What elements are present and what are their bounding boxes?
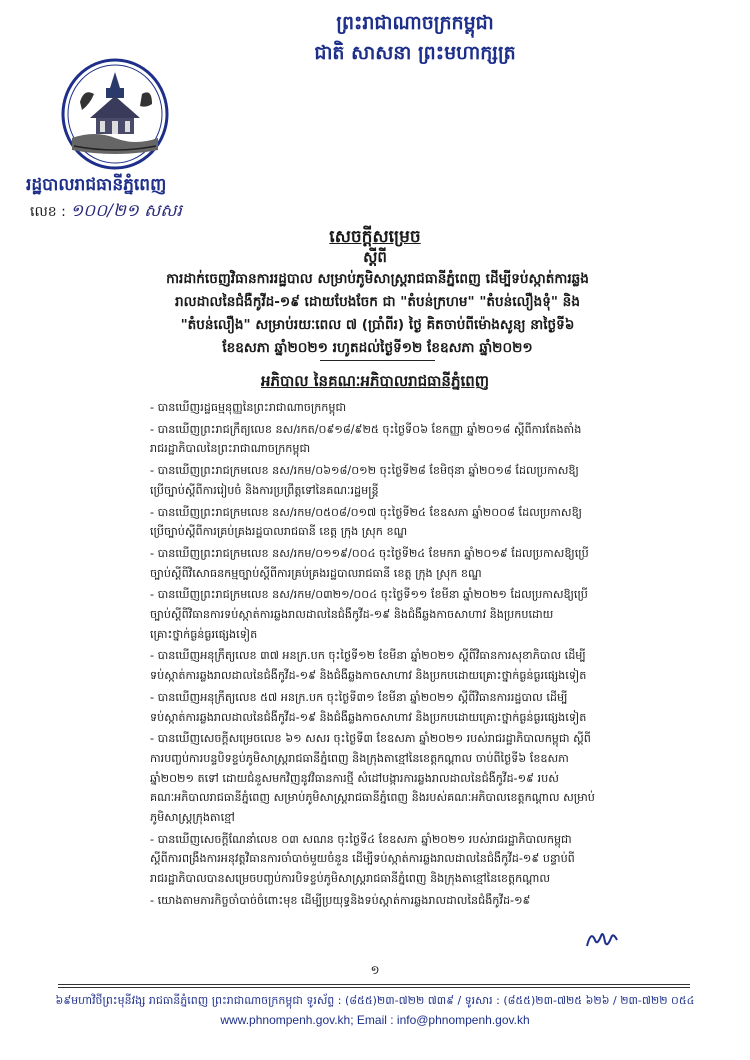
consideration-line: ទប់ស្កាត់ការឆ្លងរាលដាលនៃជំងឺកូវីដ-១៩ និងជំងឺឆ្លងកាចសាហាវ និងប្រកបដោយគ្រោះថ្នាក់ធ្ងន់ធ្ងរផ្សេងទៀត: [150, 710, 587, 724]
consideration-item: [150, 544, 650, 583]
consideration-line: ច្បាប់ស្ដីពីវិធានការទប់ស្កាត់ការឆ្លងរាលដាលនៃជំងឺកូវីដ-១៩ និងជំងឺឆ្លងកាចសាហាវ និងប្រកបដោយ: [150, 608, 554, 622]
subject-line: ខែឧសភា ឆ្នាំ២០២១ រហូតដល់ថ្ងៃទី១២ ខែឧសភា ឆ្នាំ២០២១: [222, 340, 533, 356]
consideration-line: - បានឃើញអនុក្រឹត្យលេខ ៥៧ អនក្រ.បក ចុះថ្ងៃទី៣១ ខែមីនា ឆ្នាំ២០២១ ស្ដីពីវិធានការរដ្ឋបាល ដើម្បី: [150, 690, 568, 704]
phnom-penh-seal-icon: [60, 58, 170, 170]
consideration-line: ច្បាប់ស្ដីពីវិសោធនកម្មច្បាប់ស្ដីពីការគ្រប់គ្រងរដ្ឋបាលរាជធានី ខេត្ត ក្រុង ស្រុក ខណ្ឌ: [150, 566, 482, 580]
reference-label: លេខ :: [30, 204, 66, 220]
reference-number: [30, 200, 182, 225]
consideration-line: - បានឃើញព្រះរាជក្រមលេខ នស/រកម/០៣២១/០០៤ ចុះថ្ងៃទី១១ ខែមីនា ឆ្នាំ២០២១ ដែលប្រកាសឱ្យប្រើ: [150, 588, 588, 602]
consideration-line: - បានឃើញព្រះរាជក្រឹត្យលេខ នស/រកត/០៩១៨/៩២៥ ចុះថ្ងៃទី០៦ ខែកញ្ញា ឆ្នាំ២០១៨ ស្ដីពីការតែងតាំង: [150, 422, 582, 436]
reference-value: ១០០/២១ សសរ: [70, 201, 182, 221]
consideration-line: ប្រើច្បាប់ស្ដីពីការគ្រប់គ្រងរដ្ឋបាលរាជធានី ខេត្ត ក្រុង ស្រុក ខណ្ឌ: [150, 525, 408, 539]
footer-divider: [58, 984, 690, 985]
issuer-name: រដ្ឋបាលរាជធានីភ្នំពេញ: [26, 175, 167, 195]
consideration-item: [150, 420, 650, 459]
consideration-item: [150, 398, 650, 418]
consideration-item: [150, 461, 650, 500]
consideration-line: ការបញ្ចប់ការបន្ទបិទខ្ទប់ភូមិសាស្ត្ររាជធានីភ្នំពេញ និងក្រុងតាខ្មៅនៃខេត្តកណ្ដាល ចាប់ពីថ្ងៃទី៦ ខែឧសភា: [150, 751, 569, 765]
initials-signature-icon: [583, 926, 623, 952]
footer-address: ៦៩មហាវិថីព្រះមុនីវង្ស រាជធានីភ្នំពេញ ព្រះរាជាណាចក្រកម្ពុជា ទូរស័ព្ទ : (៨៥៥)២៣-៧២២ ៧៣៩ / ទូរសារ : (៨៥៥)២៣-៧២៥ ៦២៦ / ២៣-៧២២ ០៥៤: [55, 994, 695, 1007]
consideration-line: - បានឃើញសេចក្ដីសម្រេចលេខ ៦១ សសរ ចុះថ្ងៃទី៣ ខែឧសភា ឆ្នាំ២០២១ របស់រាជរដ្ឋាភិបាលកម្ពុជា ស្ដីពី: [150, 732, 591, 746]
consideration-item: [150, 891, 650, 911]
consideration-item: [150, 688, 650, 727]
consideration-item: [150, 585, 650, 644]
consideration-item: [150, 729, 650, 828]
document-type: សេចក្ដីសម្រេច: [329, 227, 421, 247]
subject-line: រាលដាលនៃជំងឺកូវីដ-១៩ ដោយបែងចែក ជា "តំបន់ក្រហម" "តំបន់លឿងទុំ" និង: [175, 294, 580, 310]
decision-subject: [105, 268, 650, 360]
consideration-line: - បានឃើញអនុក្រឹត្យលេខ ៣៧ អនក្រ.បក ចុះថ្ងៃទី១២ ខែមីនា ឆ្នាំ២០២១ ស្ដីពីវិធានការសុខាភិបាល ដើម្បី: [150, 649, 586, 663]
consideration-line: គ្រោះថ្នាក់ធ្ងន់ធ្ងរផ្សេងទៀត: [150, 627, 258, 641]
about-label: ស្ដីពី: [363, 248, 387, 266]
kingdom-name: ព្រះរាជាណាចក្រកម្ពុជា: [336, 12, 494, 34]
subject-line: "តំបន់លឿង" សម្រាប់រយៈពេល ៧ (ប្រាំពីរ) ថ្ងៃ គិតចាប់ពីម៉ោងសូន្យ នាថ្ងៃទី៦: [180, 317, 575, 333]
footer-divider: [58, 987, 690, 988]
consideration-line: រាជរដ្ឋាភិបាលបានសម្រេចបញ្ចប់ការបិទខ្ទប់ភូមិសាស្ត្ររាជធានីភ្នំពេញ និងក្រុងតាខ្មៅនៃខេត្តកណ្ដាល: [150, 872, 551, 886]
consideration-line: គណៈអភិបាលរាជធានីភ្នំពេញ សម្រាប់ភូមិសាស្ត្ររាជធានីភ្នំពេញ និងរបស់គណៈអភិបាលខេត្តកណ្ដាល សម្រាប់: [150, 791, 595, 805]
consideration-line: ភូមិសាស្ត្រក្រុងតាខ្មៅ: [150, 811, 235, 825]
consideration-item: [150, 830, 650, 889]
national-motto: ជាតិ សាសនា ព្រះមហាក្សត្រ: [314, 42, 516, 64]
consideration-item: [150, 646, 650, 685]
page-number: ១: [370, 963, 380, 977]
consideration-line: - បានឃើញព្រះរាជក្រមលេខ នស/រកម/០១១៩/០០៤ ចុះថ្ងៃទី២៤ ខែមករា ឆ្នាំ២០១៩ ដែលប្រកាសឱ្យប្រើ: [150, 546, 589, 560]
footer-contact[interactable]: www.phnompenh.gov.kh; Email : info@phnompenh.gov.kh: [220, 1013, 530, 1027]
consideration-line: រាជរដ្ឋាភិបាលនៃព្រះរាជាណាចក្រកម្ពុជា: [150, 442, 311, 456]
consideration-line: - បានឃើញសេចក្ដីណែនាំលេខ ០៣ សណន ចុះថ្ងៃទី៤ ខែឧសភា ឆ្នាំ២០២១ របស់រាជរដ្ឋាភិបាលកម្ពុជា: [150, 832, 572, 846]
consideration-line: - បានឃើញរដ្ឋធម្មនុញ្ញនៃព្រះរាជាណាចក្រកម្ពុជា: [150, 401, 347, 414]
kingdom-header: [265, 8, 565, 68]
consideration-line: - បានឃើញព្រះរាជក្រមលេខ នស/រកម/០៥០៨/០១៧ ចុះថ្ងៃទី២៤ ខែឧសភា ឆ្នាំ២០០៨ ដែលប្រកាសឱ្យ: [150, 505, 583, 519]
governor-heading: អភិបាល នៃគណៈអភិបាលរាជធានីភ្នំពេញ: [260, 372, 490, 390]
subject-line: ការដាក់ចេញវិធានការរដ្ឋបាល សម្រាប់ភូមិសាស្ត្ររាជធានីភ្នំពេញ ដើម្បីទប់ស្កាត់ការឆ្លង: [166, 271, 589, 287]
consideration-line: - យោងតាមភារកិច្ចចាំបាច់ចំពោះមុខ ដើម្បីប្រយុទ្ធនិងទប់ស្កាត់ការឆ្លងរាលដាលនៃជំងឺកូវីដ-១៩: [150, 893, 531, 907]
consideration-line: ស្ដីពីការពង្រឹងការអនុវត្តវិធានការចាំបាច់មួយចំនួន ដើម្បីទប់ស្កាត់ការឆ្លងរាលដាលនៃជំងឺកូវីដ-១៩ បន្ទាប់ពី: [150, 852, 575, 866]
considerations-list: [150, 398, 650, 913]
consideration-line: - បានឃើញព្រះរាជក្រមលេខ នស/រកម/០៦១៨/០១២ ចុះថ្ងៃទី២៨ ខែមិថុនា ឆ្នាំ២០១៨ ដែលប្រកាសឱ្យ: [150, 464, 579, 478]
title-divider: [320, 360, 435, 361]
consideration-line: ទប់ស្កាត់ការឆ្លងរាលដាលនៃជំងឺកូវីដ-១៩ និងជំងឺឆ្លងកាចសាហាវ និងប្រកបដោយគ្រោះថ្នាក់ធ្ងន់ធ្ងរផ្សេងទៀត: [150, 669, 587, 683]
consideration-line: ឆ្នាំ២០២១ តទៅ ដោយជំនួសមកវិញនូវវិធានការថ្មី សំដៅបង្ការការឆ្លងរាលដាលនៃជំងឺកូវីដ-១៩ របស់: [150, 771, 559, 785]
consideration-item: [150, 503, 650, 542]
consideration-line: ប្រើច្បាប់ស្ដីពីការរៀបចំ និងការប្រព្រឹត្តទៅនៃគណៈរដ្ឋមន្ត្រី: [150, 483, 379, 497]
